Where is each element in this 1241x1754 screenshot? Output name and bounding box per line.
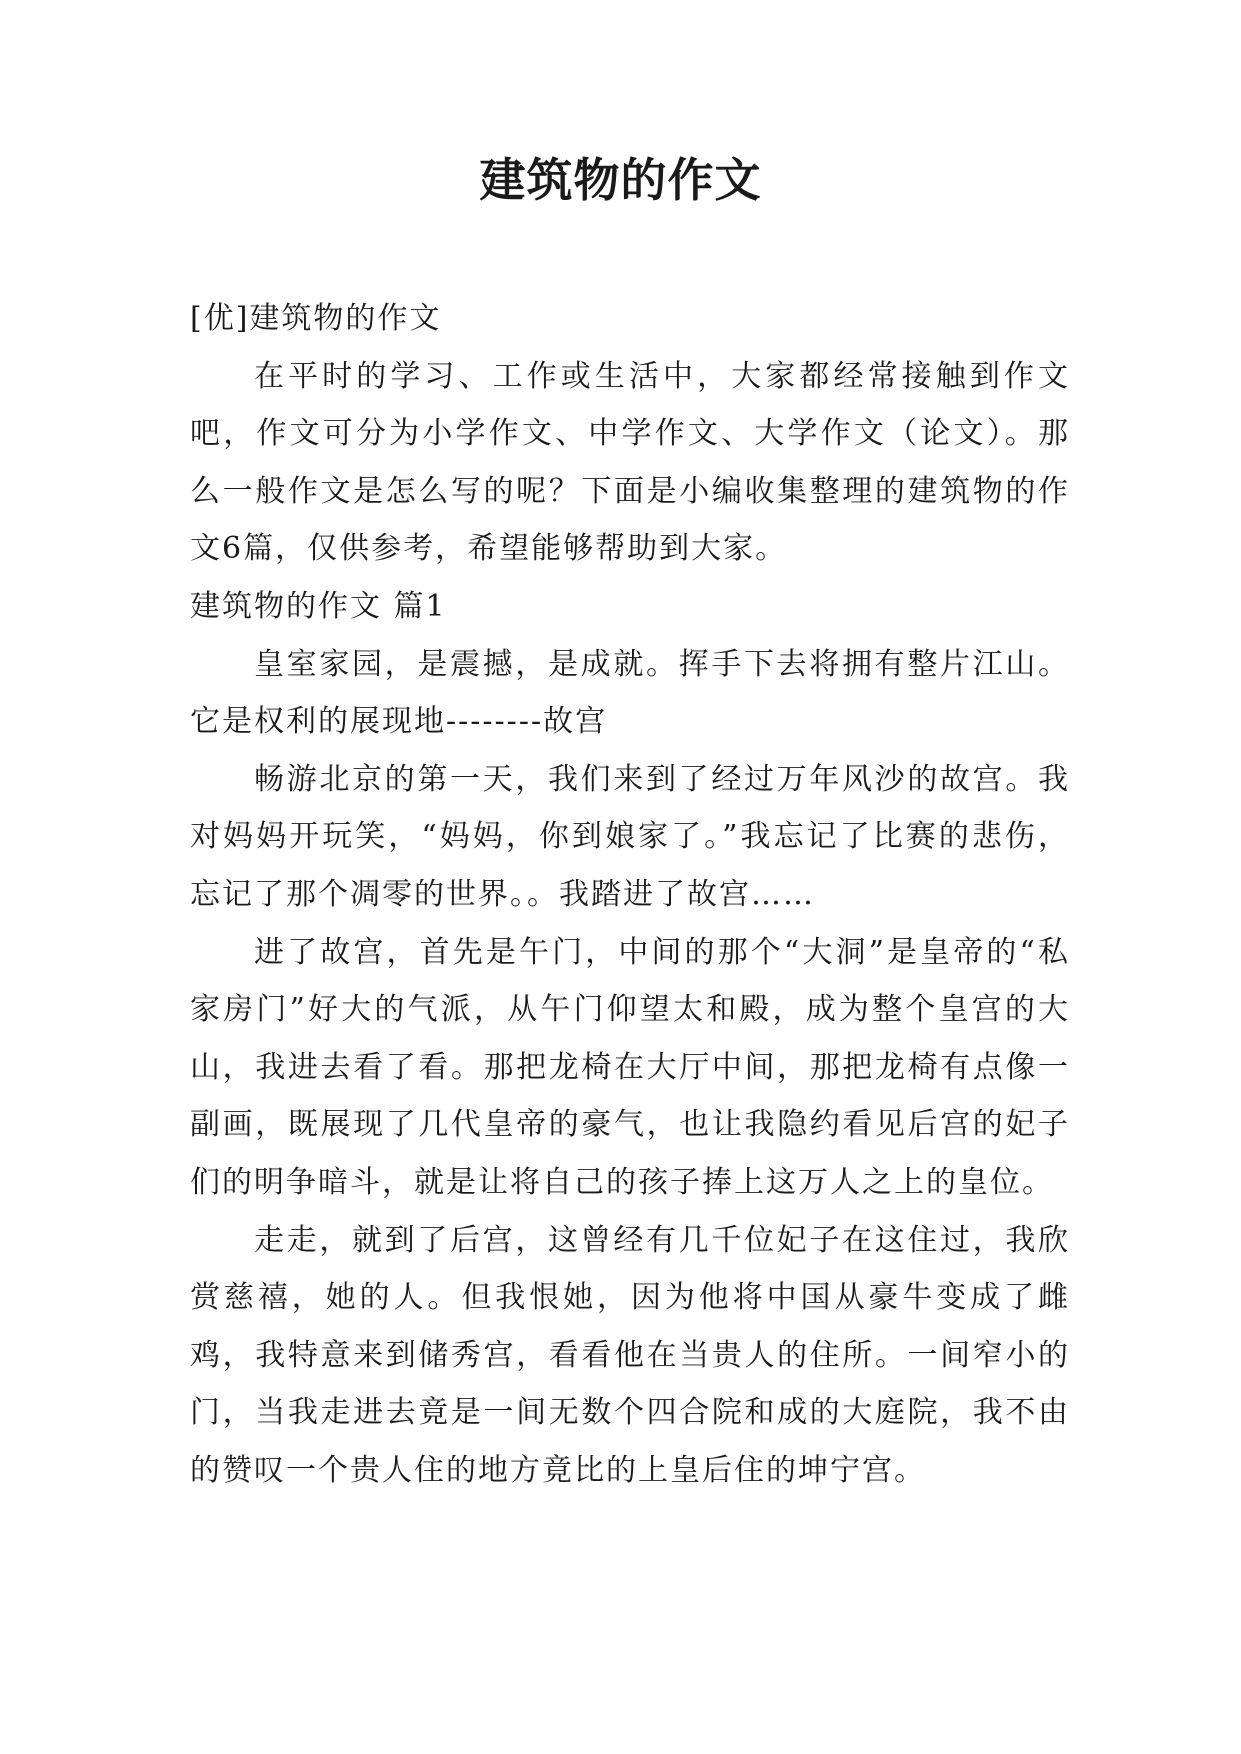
section-heading: 建筑物的作文 篇1	[190, 588, 447, 624]
document-title: 建筑物的作文	[479, 153, 762, 207]
document-body	[190, 290, 1070, 1499]
document-subtitle: [优]建筑物的作文	[190, 301, 442, 336]
body-paragraph: 皇室家园，是震撼，是成就。挥手下去将拥有整片江山。它是权利的展现地--------故宫	[190, 646, 1070, 740]
body-paragraph: 畅游北京的第一天，我们来到了经过万年风沙的故宫。我对妈妈开玩笑，“妈妈，你到娘家了。”我忘记了比赛的悲伤，忘记了那个凋零的世界。。我踏进了故宫……	[190, 761, 1070, 912]
body-paragraph: 走走，就到了后宫，这曾经有几千位妃子在这住过，我欣赏慈禧，她的人。但我恨她，因为他将中国从豪牛变成了雌鸡，我特意来到储秀宫，看看他在当贵人的住所。一间窄小的门，当我走进去竟是一间无数个四合院和成的大庭院，我不由的赞叹一个贵人住的地方竟比的上皇后住的坤宁宫。	[190, 1222, 1070, 1488]
body-paragraph: 进了故宫，首先是午门，中间的那个“大洞”是皇帝的“私家房门”好大的气派，从午门仰望太和殿，成为整个皇宫的大山，我进去看了看。那把龙椅在大厅中间，那把龙椅有点像一副画，既展现了几代皇帝的豪气，也让我隐约看见后宫的妃子们的明争暗斗，就是让将自己的孩子捧上这万人之上的皇位。	[190, 934, 1070, 1200]
intro-paragraph: 在平时的学习、工作或生活中，大家都经常接触到作文吧，作文可分为小学作文、中学作文、大学作文（论文）。那么一般作文是怎么写的呢？下面是小编收集整理的建筑物的作文6篇，仅供参考，希望能够帮助到大家。	[190, 358, 1070, 567]
